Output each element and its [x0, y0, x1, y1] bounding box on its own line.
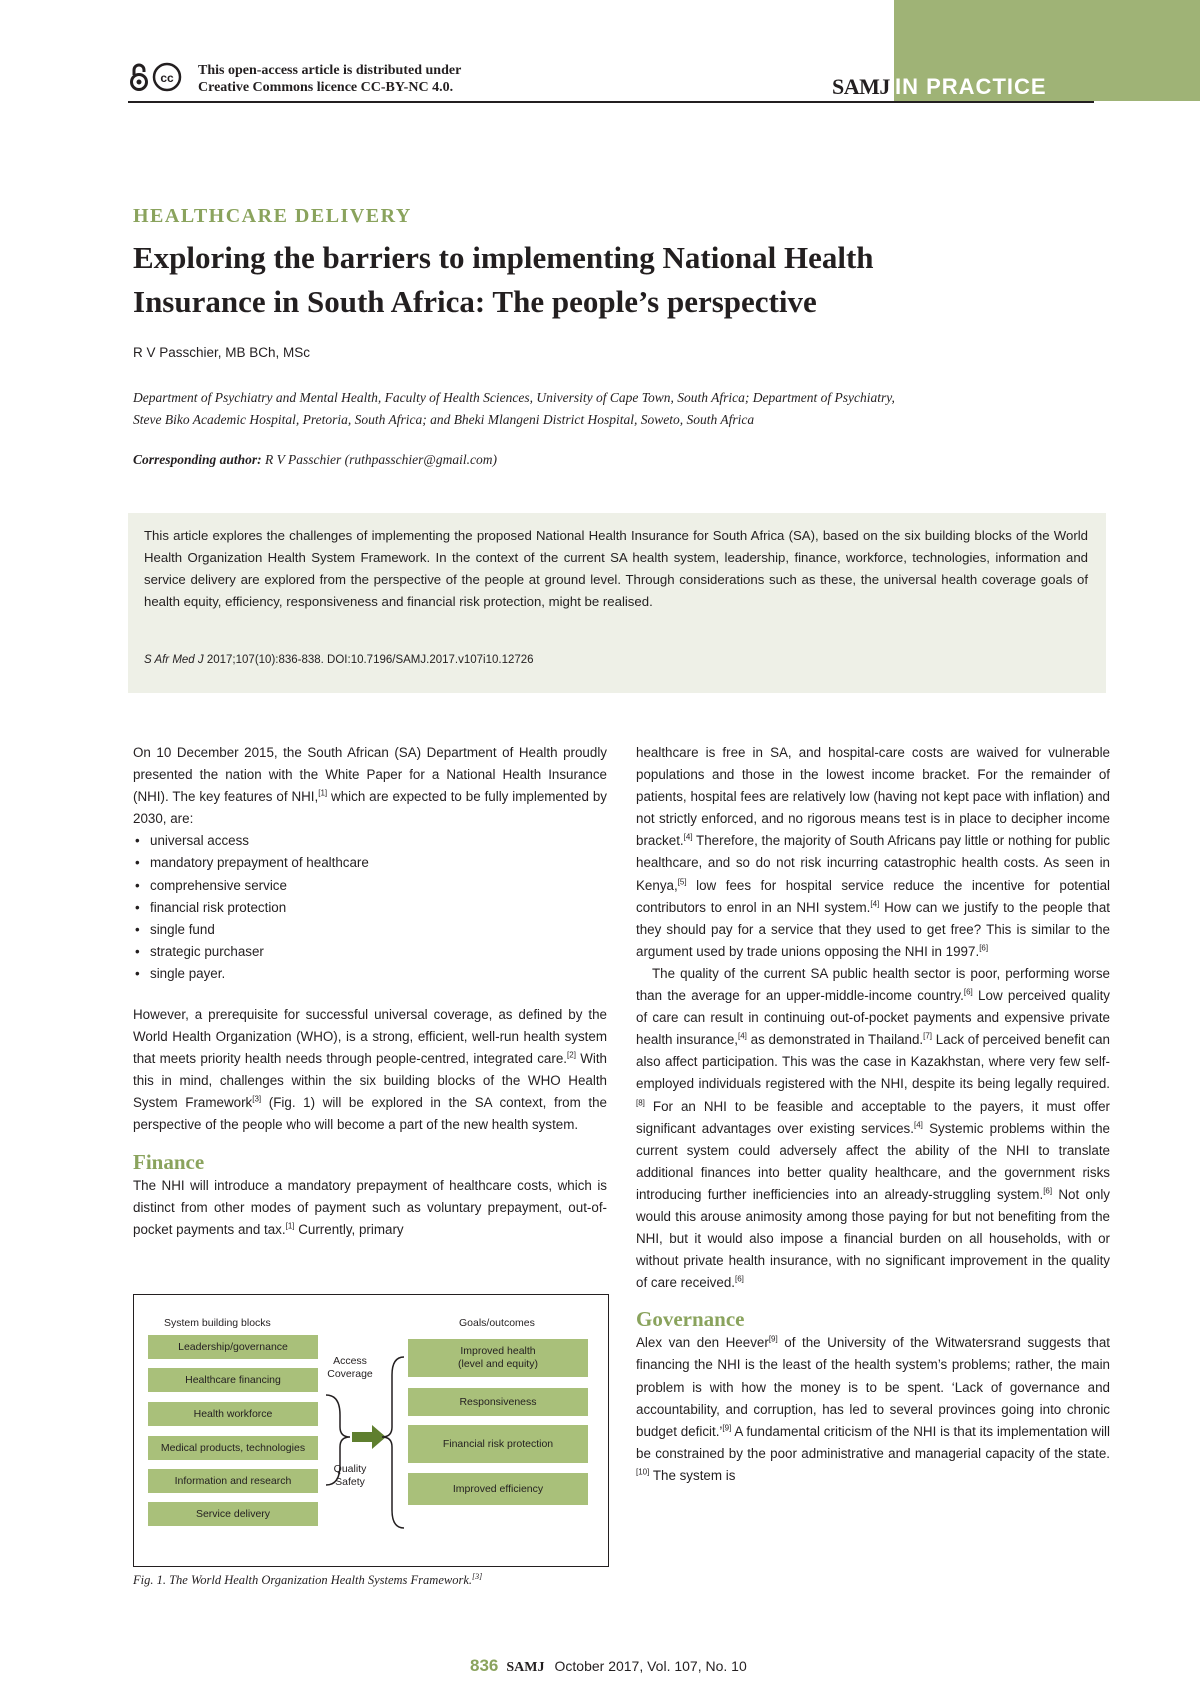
intro-text-end: which are expected to be fully implemented by 2030, are:	[133, 789, 607, 827]
license-line-2: Creative Commons licence CC-BY-NC 4.0.	[198, 80, 454, 95]
ref: [6]	[735, 1274, 744, 1284]
affiliation	[133, 387, 1093, 431]
svg-text:cc: cc	[160, 71, 174, 85]
building-block-box: Health workforce	[148, 1402, 318, 1426]
building-block-box: Information and research	[148, 1469, 318, 1493]
paragraph-text: Not only would this arouse animosity among those paying for but not benefiting from the NHI, but it would also impose a financial burden on all households, with or without private health insurance, with no significant improvement in the quality of care received.	[636, 1186, 1110, 1291]
page-number: 836	[470, 1656, 499, 1675]
caption-text: Fig. 1. The World Health Organization Health Systems Framework.	[133, 1573, 472, 1587]
paragraph-text: How can we justify to the people that they should pay for a service that they used to get free? This is similar to the argument used by trade unions opposing the NHI in 1997.	[636, 899, 1110, 959]
paragraph-text: For an NHI to be feasible and acceptable to the payers, it must offer significant advantages over existing services.	[636, 1098, 1110, 1136]
paragraph-text: Low perceived quality of care can result in continuing out-of-pocket payments and expensive private health insurance,	[636, 988, 1110, 1048]
article-title	[133, 236, 1113, 324]
quality-safety-label: Quality Safety	[333, 1463, 367, 1488]
ref: [4]	[683, 832, 693, 842]
ref: [3]	[472, 1571, 483, 1581]
goal-box: Improved health (level and equity)	[408, 1339, 588, 1377]
citation-details: 2017;107(10):836-838. DOI:10.7196/SAMJ.2017.v107i10.12726	[203, 654, 534, 666]
goal-box: Financial risk protection	[408, 1425, 588, 1463]
ref: [3]	[252, 1094, 262, 1104]
prerequisite-paragraph	[133, 1004, 607, 1137]
title-line-2: Insurance in South Africa: The people’s perspective	[133, 284, 817, 319]
access-coverage-label: Access Coverage	[327, 1355, 373, 1380]
header-rule	[128, 101, 1094, 103]
figure-right-header: Goals/outcomes	[459, 1317, 535, 1329]
goal-box: Responsiveness	[408, 1388, 588, 1416]
abstract-text: This article explores the challenges of implementing the proposed National Health Insurance for South Africa (SA), based on the six building blocks of the World Health Organization Health System Framework. In the context of the current SA health system, leadership, finance, workforce, technologies, information and service delivery are explored from the perspective of the people at ground level. Through considerations such as these, the universal health coverage goals of health equity, efficiency, responsiveness and financial risk protection, might be realised.	[144, 528, 1088, 609]
left-column-mid	[133, 1004, 607, 1241]
ref: [10]	[636, 1467, 650, 1477]
building-block-box: Healthcare financing	[148, 1368, 318, 1392]
corresponding-author	[133, 452, 497, 468]
ref: [4]	[870, 899, 880, 909]
paragraph-text: healthcare is free in SA, and hospital-care costs are waived for vulnerable populations and those in the lowest income bracket. For the remainder of patients, hospital fees are relatively low (having not kept pace with inflation) and not strictly enforced, and no rigorous means test is in place to decipher income bracket.	[636, 745, 1110, 849]
journal-logo: SAMJ	[832, 74, 890, 99]
intro-paragraph	[133, 742, 607, 830]
author-degrees: , MB BCh, MSc	[217, 345, 311, 360]
list-item: • mandatory prepayment of healthcare	[133, 852, 607, 874]
affiliation-line-1: Department of Psychiatry and Mental Health, Faculty of Health Sciences, University of Cape Town, South Africa; Department of Psychiatry,	[133, 390, 895, 405]
license-line-1: This open-access article is distributed under	[198, 63, 462, 78]
arrow-icon	[352, 1425, 386, 1449]
paragraph-text: Therefore, the majority of South Africans pay little or nothing for public healthcare, and so do not risk incurring catastrophic health costs. As seen in Kenya,	[636, 833, 1110, 893]
paragraph-text: Alex van den Heever	[636, 1335, 769, 1351]
affiliation-line-2: Steve Biko Academic Hospital, Pretoria, South Africa; and Bheki Mlangeni District Hospital, Soweto, South Africa	[133, 412, 755, 427]
finance-heading: Finance	[133, 1149, 205, 1174]
paragraph-text: as demonstrated in Thailand.	[746, 1032, 924, 1048]
figure-left-header: System building blocks	[164, 1317, 271, 1329]
paragraph-text: A fundamental criticism of the NHI is that its implementation will be constrained by the poor administrative and managerial capacity of the state.	[636, 1423, 1111, 1461]
paragraph-text: Systemic problems within the current system could adversely affect the ability of the NHI to translate additional finances into better quality healthcare, and the government risks introducing further inefficiencies into an already-struggling system.	[636, 1120, 1111, 1202]
section-tab-label: IN PRACTICE	[895, 74, 1047, 99]
right-brace	[382, 1357, 404, 1528]
section-label: HEALTHCARE DELIVERY	[133, 205, 412, 227]
footer-journal: SAMJ	[506, 1660, 545, 1675]
right-column	[636, 742, 1110, 1487]
corresponding-author-text: R V Passchier (ruthpasschier@gmail.com)	[261, 452, 497, 467]
figure-1	[133, 1294, 609, 1567]
paragraph-text: of the University of the Witwatersrand suggests that financing the NHI is the least of the health system’s problems; rather, the main problem is with how the money is to be spent. ‘Lack of governance and accountability, and corruption, has led to several provinces going into chronic budget deficit.’	[636, 1335, 1110, 1439]
footer-issue: October 2017, Vol. 107, No. 10	[554, 1658, 747, 1674]
title-line-1: Exploring the barriers to implementing National Health	[133, 240, 874, 275]
author-name: R V Passchier	[133, 345, 218, 360]
paragraph-text: (Fig. 1) will be explored in the SA context, from the perspective of the people who will become a part of the new health system.	[133, 1095, 607, 1133]
free-healthcare-paragraph	[636, 742, 1110, 963]
paragraph-text: The quality of the current SA public health sector is poor, performing worse than the average for an upper-middle-income country.	[636, 965, 1110, 1004]
ref: [6]	[1043, 1186, 1053, 1196]
corresponding-author-label: Corresponding author:	[133, 452, 262, 467]
ref: [6]	[963, 987, 973, 997]
ref: [9]	[722, 1423, 732, 1433]
paragraph-text: low fees for hospital service reduce the incentive for potential contributors to enrol in an NHI system.	[636, 877, 1110, 915]
ref: [7]	[923, 1031, 933, 1041]
ref: [5]	[677, 877, 687, 887]
goal-box: Improved efficiency	[408, 1473, 588, 1505]
creative-commons-icon	[152, 62, 182, 92]
author-line	[133, 345, 310, 360]
intro-text: On 10 December 2015, the South African (SA) Department of Health proudly presented the nation with the White Paper for a National Health Insurance (NHI). The key features of NHI,	[133, 745, 607, 805]
left-column-top	[133, 742, 607, 985]
figure-caption	[133, 1573, 482, 1588]
citation	[144, 654, 534, 666]
ref: [1]	[285, 1221, 295, 1231]
abstract-box	[128, 513, 1106, 693]
paragraph-text: The NHI will introduce a mandatory prepayment of healthcare costs, which is distinct from other modes of payment such as voluntary prepayment, out-of-pocket payments and tax.	[133, 1177, 607, 1237]
list-item: • single payer.	[133, 963, 607, 985]
ref: [4]	[738, 1031, 747, 1041]
paragraph-text: The system is	[649, 1467, 736, 1483]
list-item: • universal access	[133, 830, 607, 852]
key-features-list	[133, 830, 607, 985]
governance-paragraph	[636, 1332, 1110, 1487]
ref: [2]	[567, 1050, 576, 1060]
finance-paragraph	[133, 1175, 607, 1241]
ref: [6]	[979, 943, 989, 953]
ref: [8]	[636, 1098, 645, 1108]
building-block-box: Leadership/governance	[148, 1335, 318, 1359]
page-footer	[470, 1656, 747, 1676]
list-item: • strategic purchaser	[133, 941, 607, 963]
ref: [9]	[768, 1334, 778, 1344]
governance-heading: Governance	[636, 1307, 745, 1332]
open-access-icon	[128, 62, 150, 92]
citation-journal: S Afr Med J	[144, 654, 204, 666]
paragraph-text: Lack of perceived benefit can also affect participation. This was the case in Kazakhstan, where very few self-employed individuals registered with the NHI, despite its being legally required.	[636, 1032, 1110, 1092]
building-block-box: Medical products, technologies	[148, 1436, 318, 1460]
paragraph-text: However, a prerequisite for successful universal coverage, as defined by the World Health Organization (WHO), is a strong, efficient, well-run health system that meets priority health needs through people-centred, integrated care.	[133, 1007, 607, 1067]
license-notice	[128, 56, 608, 100]
list-item: • financial risk protection	[133, 897, 607, 919]
quality-paragraph	[636, 963, 1110, 1294]
building-block-box: Service delivery	[148, 1502, 318, 1526]
list-item: • comprehensive service	[133, 875, 607, 897]
ref: [1]	[318, 788, 328, 798]
ref: [4]	[913, 1120, 923, 1130]
paragraph-text: With this in mind, challenges within the six building blocks of the WHO Health System Framework	[133, 1051, 607, 1111]
list-item: • single fund	[133, 919, 607, 941]
paragraph-text: Currently, primary	[294, 1221, 404, 1237]
